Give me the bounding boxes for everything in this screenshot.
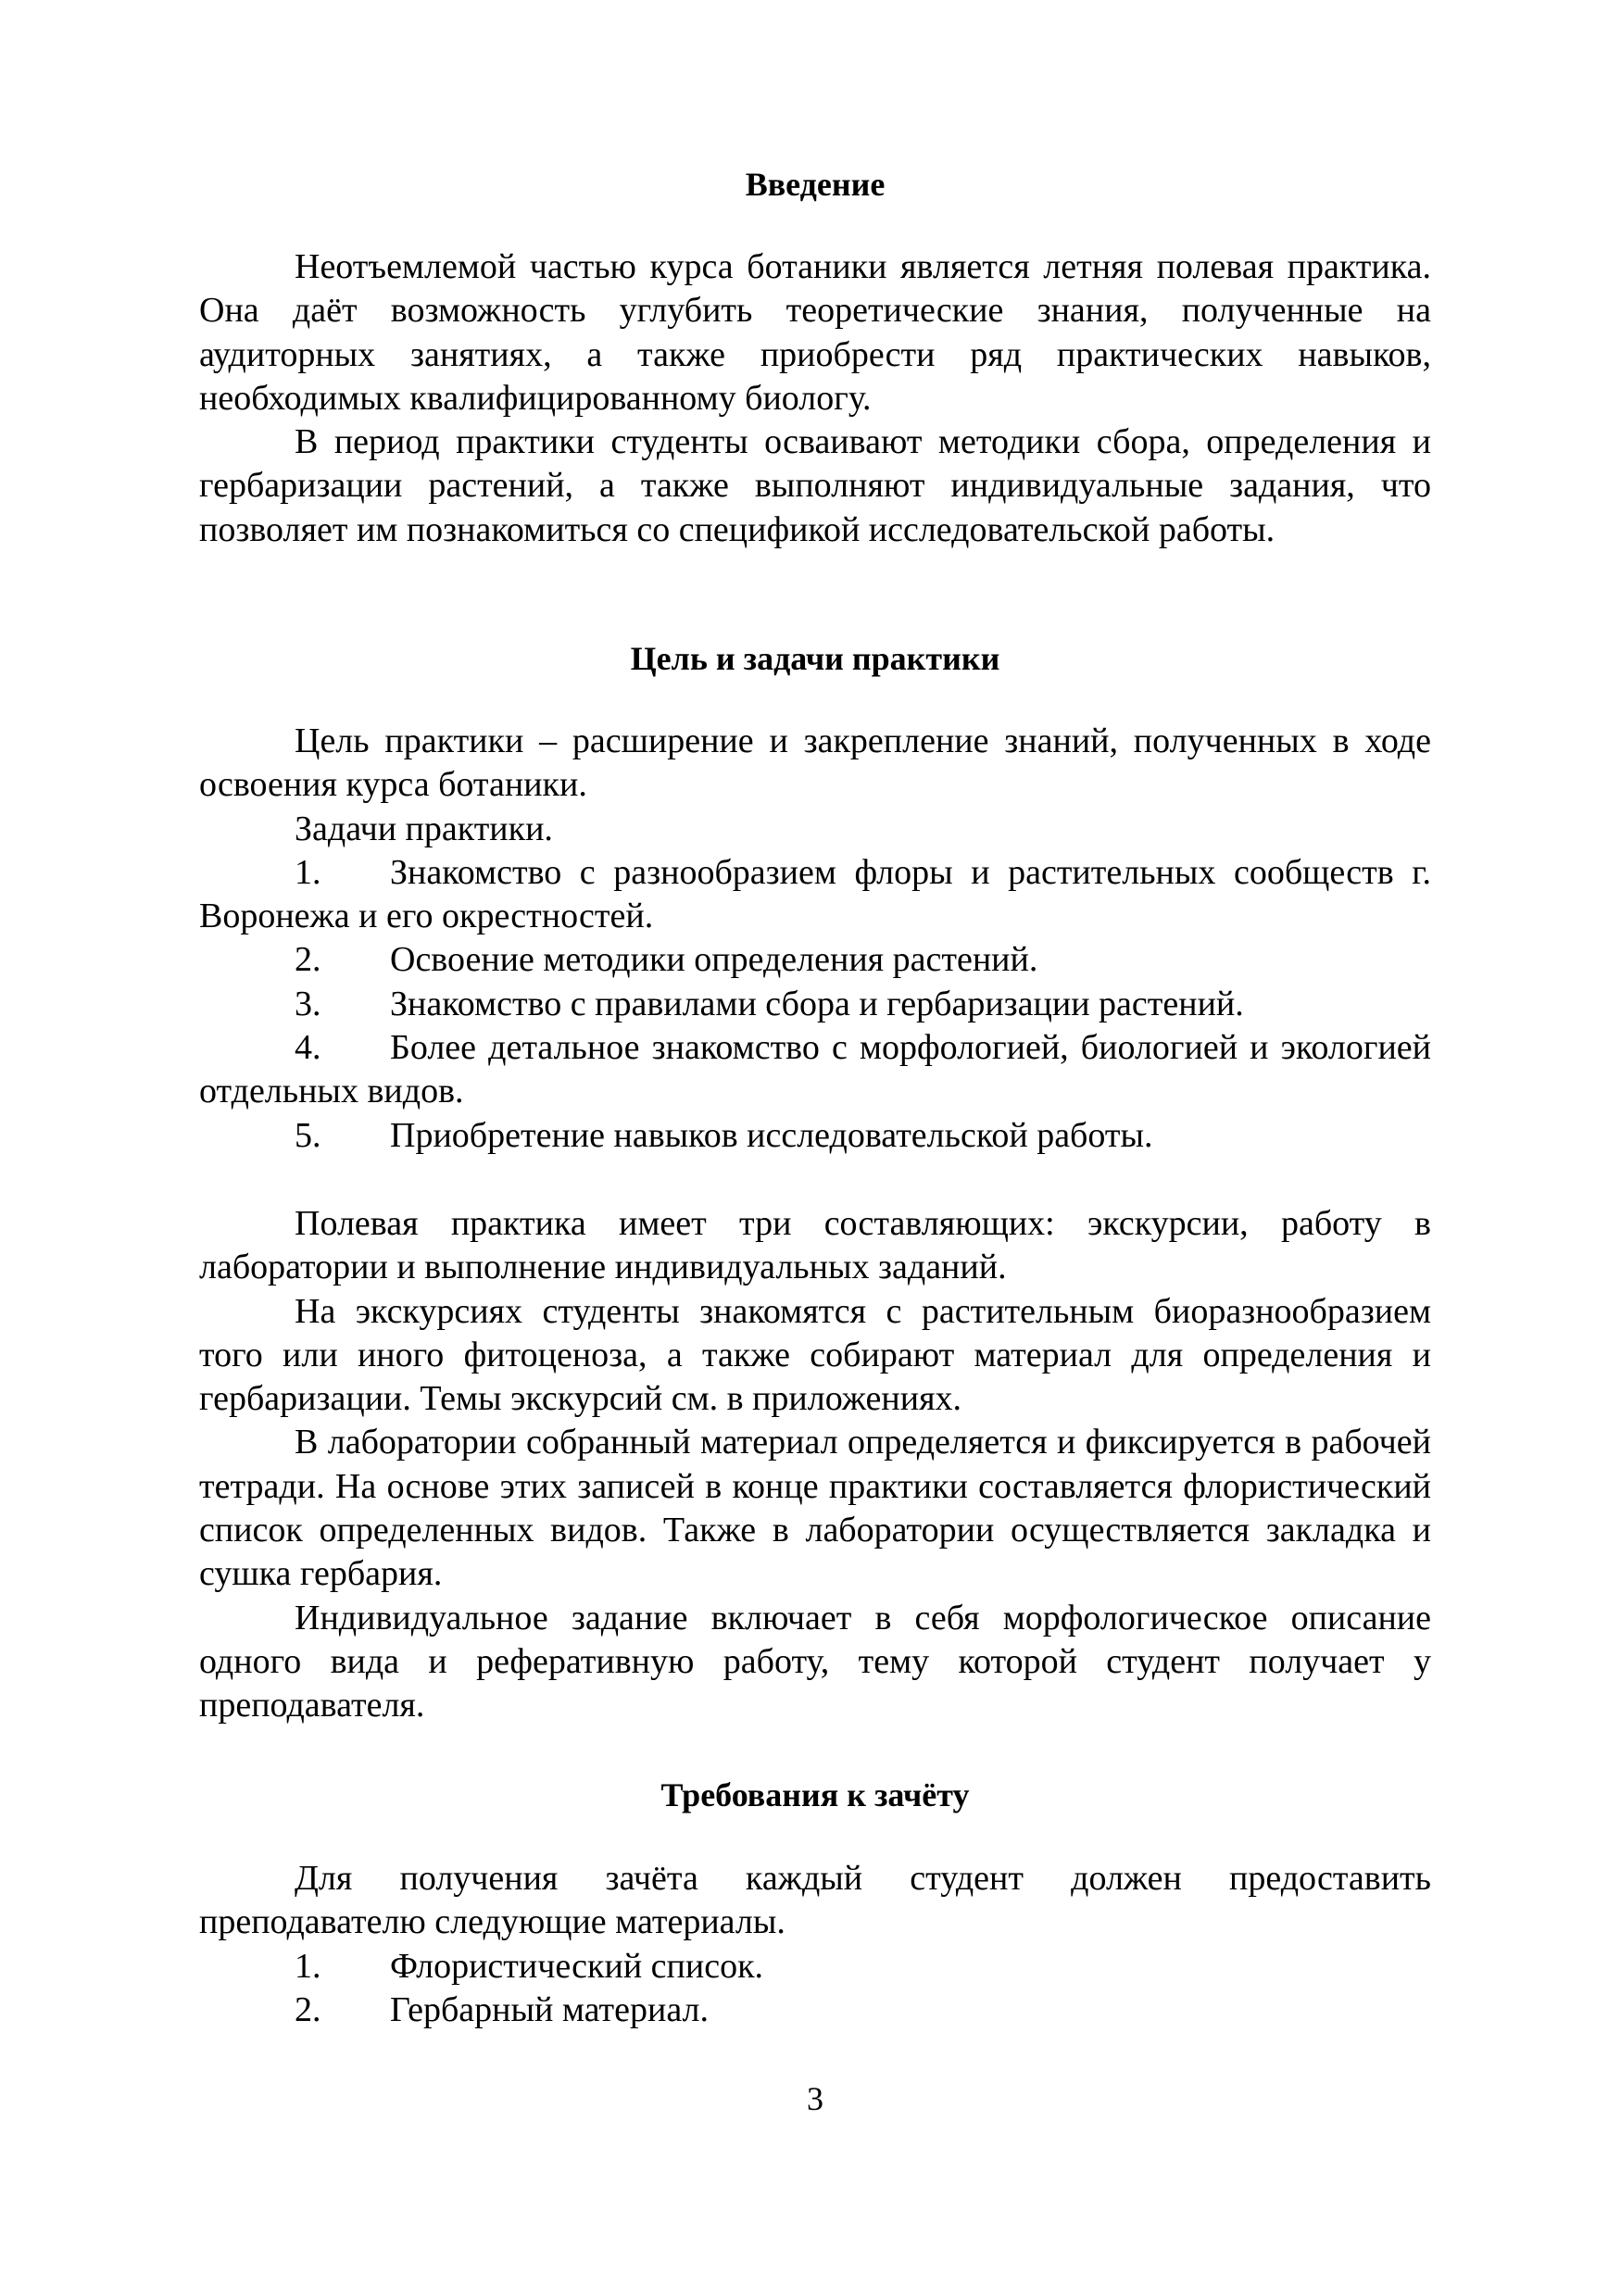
list-number: 2. (295, 1989, 321, 2029)
list-text: Более детальное знакомство с морфологией, биологией и экологией отдельных видов. (199, 1028, 1431, 1111)
document-page (199, 0, 1431, 2296)
paragraph: В период практики студенты осваивают методики сбора, определения и гербаризации растений, а также выполняют индивидуальные задания, что позволяет им познакомиться со спецификой исследовательской работы. (199, 422, 1431, 549)
list-item (199, 1114, 1431, 1158)
paragraph: Задачи практики. (295, 809, 553, 848)
list-text: Флористический список. (390, 1946, 764, 1986)
list-item (199, 983, 1431, 1026)
paragraph: Индивидуальное задание включает в себя морфологическое описание одного вида и реферативную работу, тему которой студент получает у преподавателя. (199, 1598, 1431, 1725)
goals-intro (199, 720, 1431, 1158)
list-item (199, 1026, 1431, 1114)
page-number: 3 (807, 2080, 823, 2117)
section-heading-goals: Цель и задачи практики (630, 640, 1000, 677)
paragraph: Для получения зачёта каждый студент должен предоставить преподавателю следующие материалы. (199, 1859, 1431, 1942)
practice-description (199, 1202, 1431, 1728)
list-number: 5. (295, 1115, 321, 1155)
paragraph: Неотъемлемой частью курса ботаники является летняя полевая практика. Она даёт возможность углубить теоретические знания, полученные на аудиторных занятиях, а также приобрести ряд практических навыков, необходимых квалифицированному биологу. (199, 247, 1431, 418)
section-heading-introduction: Введение (745, 166, 886, 203)
requirements-body (199, 1857, 1431, 2032)
list-item (199, 851, 1431, 939)
list-number: 1. (295, 1946, 321, 1986)
paragraph: Полевая практика имеет три составляющих: экскурсии, работу в лаборатории и выполнение индивидуальных заданий. (199, 1204, 1431, 1287)
list-text: Знакомство с правилами сбора и гербаризации растений. (390, 984, 1244, 1023)
list-text: Приобретение навыков исследовательской работы. (390, 1115, 1153, 1155)
list-item (199, 938, 1431, 982)
list-number: 1. (295, 852, 321, 892)
list-number: 2. (295, 940, 321, 980)
paragraph: Цель практики – расширение и закрепление знаний, полученных в ходе освоения курса ботаники. (199, 721, 1431, 805)
list-text: Гербарный материал. (390, 1989, 709, 2029)
list-number: 3. (295, 984, 321, 1023)
list-item (199, 1989, 1431, 2032)
list-number: 4. (295, 1028, 321, 1068)
list-text: Освоение методики определения растений. (390, 940, 1038, 980)
list-item (199, 1945, 1431, 1989)
paragraph: В лаборатории собранный материал определяется и фиксируется в рабочей тетради. На основе этих записей в конце практики составляется флористический список определенных видов. Также в лаборатории осуществляется закладка и сушка гербария. (199, 1423, 1431, 1594)
introduction-body (199, 245, 1431, 552)
list-text: Знакомство с разнообразием флоры и растительных сообществ г. Воронежа и его окрестностей. (199, 852, 1431, 936)
section-heading-requirements: Требования к зачёту (660, 1776, 970, 1813)
paragraph: На экскурсиях студенты знакомятся с растительным биоразнообразием того или иного фитоценоза, а также собирают материал для определения и гербаризации. Темы экскурсий см. в приложениях. (199, 1291, 1431, 1419)
